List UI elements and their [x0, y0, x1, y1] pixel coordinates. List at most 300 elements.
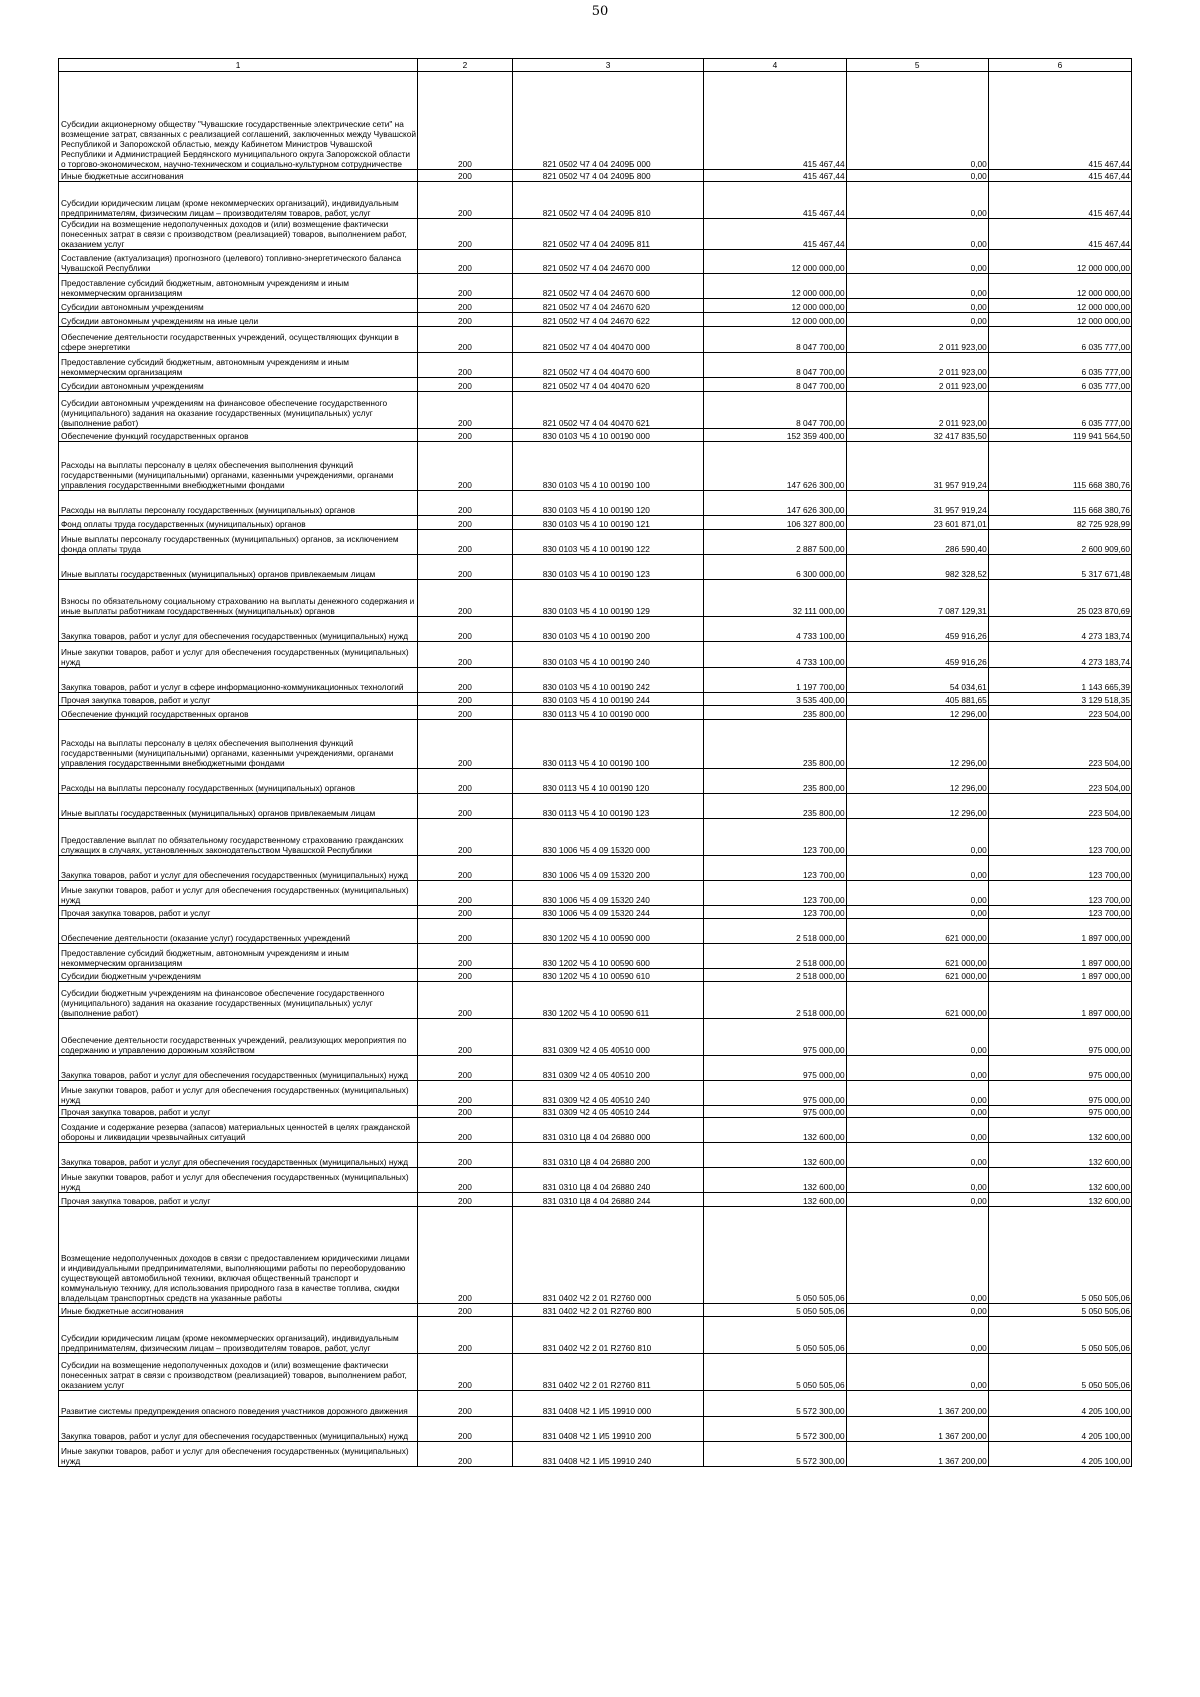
row-line-code: 200 [418, 642, 513, 668]
row-approved-amount: 8 047 700,00 [704, 327, 846, 353]
row-line-code: 200 [418, 72, 513, 170]
row-name: Иные закупки товаров, работ и услуг для обеспечения государственных (муниципальных) нужд [59, 1081, 418, 1106]
row-remaining-amount: 115 668 380,76 [988, 491, 1131, 516]
row-remaining-amount: 25 023 870,69 [988, 580, 1131, 617]
row-remaining-amount: 975 000,00 [988, 1081, 1131, 1106]
row-line-code: 200 [418, 720, 513, 769]
row-remaining-amount: 6 035 777,00 [988, 327, 1131, 353]
row-budget-code: 830 0103 Ч5 4 10 00190 244 [512, 693, 704, 706]
row-executed-amount: 459 916,26 [846, 617, 988, 642]
row-remaining-amount: 132 600,00 [988, 1193, 1131, 1207]
row-line-code: 200 [418, 429, 513, 442]
table-row [59, 353, 1132, 378]
row-name: Расходы на выплаты персоналу государственных (муниципальных) органов [59, 769, 418, 794]
row-line-code: 200 [418, 1207, 513, 1304]
table-row [59, 580, 1132, 617]
row-executed-amount: 0,00 [846, 906, 988, 919]
row-budget-code: 830 0113 Ч5 4 10 00190 000 [512, 706, 704, 720]
row-line-code: 200 [418, 668, 513, 693]
row-name: Иные выплаты государственных (муниципальных) органов привлекаемым лицам [59, 794, 418, 819]
row-line-code: 200 [418, 944, 513, 969]
row-name: Субсидии юридическим лицам (кроме некоммерческих организаций), индивидуальным предпринимателям, физическим лицам – производителям товаров, работ, услуг [59, 1317, 418, 1354]
table-row [59, 274, 1132, 299]
column-header: 4 [704, 59, 846, 72]
row-remaining-amount: 975 000,00 [988, 1019, 1131, 1056]
row-remaining-amount: 415 467,44 [988, 170, 1131, 182]
row-remaining-amount: 1 897 000,00 [988, 982, 1131, 1019]
table-row [59, 794, 1132, 819]
row-budget-code: 821 0502 Ч7 4 04 2409Б 810 [512, 182, 704, 219]
row-line-code: 200 [418, 353, 513, 378]
row-budget-code: 821 0502 Ч7 4 04 2409Б 800 [512, 170, 704, 182]
row-budget-code: 831 0402 Ч2 2 01 R2760 810 [512, 1317, 704, 1354]
row-remaining-amount: 4 205 100,00 [988, 1391, 1131, 1417]
row-budget-code: 830 1202 Ч5 4 10 00590 611 [512, 982, 704, 1019]
table-row [59, 491, 1132, 516]
row-name: Закупка товаров, работ и услуг в сфере информационно-коммуникационных технологий [59, 668, 418, 693]
table-row [59, 693, 1132, 706]
column-header: 3 [512, 59, 704, 72]
table-row [59, 668, 1132, 693]
table-row [59, 906, 1132, 919]
row-budget-code: 821 0502 Ч7 4 04 24670 622 [512, 313, 704, 327]
table-row [59, 969, 1132, 982]
row-name: Прочая закупка товаров, работ и услуг [59, 1106, 418, 1118]
row-approved-amount: 132 600,00 [704, 1143, 846, 1168]
table-row [59, 1442, 1132, 1467]
row-approved-amount: 132 600,00 [704, 1118, 846, 1143]
row-line-code: 200 [418, 906, 513, 919]
row-approved-amount: 4 733 100,00 [704, 642, 846, 668]
row-line-code: 200 [418, 313, 513, 327]
row-remaining-amount: 3 129 518,35 [988, 693, 1131, 706]
row-name: Иные бюджетные ассигнования [59, 1304, 418, 1317]
table-row [59, 429, 1132, 442]
row-budget-code: 830 1202 Ч5 4 10 00590 610 [512, 969, 704, 982]
row-budget-code: 830 1202 Ч5 4 10 00590 000 [512, 919, 704, 944]
table-row [59, 856, 1132, 881]
table-row [59, 1304, 1132, 1317]
row-budget-code: 831 0402 Ч2 2 01 R2760 000 [512, 1207, 704, 1304]
row-executed-amount: 0,00 [846, 819, 988, 856]
row-executed-amount: 2 011 923,00 [846, 327, 988, 353]
row-budget-code: 830 1006 Ч5 4 09 15320 200 [512, 856, 704, 881]
row-approved-amount: 6 300 000,00 [704, 555, 846, 580]
row-remaining-amount: 12 000 000,00 [988, 274, 1131, 299]
row-approved-amount: 123 700,00 [704, 819, 846, 856]
row-executed-amount: 23 601 871,01 [846, 516, 988, 530]
row-name: Взносы по обязательному социальному страхованию на выплаты денежного содержания и иные выплаты работникам государственных (муниципальных) органов [59, 580, 418, 617]
row-executed-amount: 2 011 923,00 [846, 378, 988, 392]
row-budget-code: 830 0103 Ч5 4 10 00190 121 [512, 516, 704, 530]
row-executed-amount: 31 957 919,24 [846, 442, 988, 491]
row-budget-code: 830 0103 Ч5 4 10 00190 240 [512, 642, 704, 668]
row-line-code: 200 [418, 769, 513, 794]
row-remaining-amount: 4 273 183,74 [988, 642, 1131, 668]
table-row [59, 219, 1132, 250]
row-executed-amount: 0,00 [846, 72, 988, 170]
row-executed-amount: 2 011 923,00 [846, 353, 988, 378]
row-name: Субсидии автономным учреждениям на финансовое обеспечение государственного (муниципального) задания на оказание государственных (муниципальных) услуг (выполнение работ) [59, 392, 418, 429]
row-line-code: 200 [418, 442, 513, 491]
table-row [59, 1081, 1132, 1106]
table-row [59, 170, 1132, 182]
row-budget-code: 821 0502 Ч7 4 04 40470 620 [512, 378, 704, 392]
row-remaining-amount: 5 317 671,48 [988, 555, 1131, 580]
row-remaining-amount: 5 050 505,06 [988, 1354, 1131, 1391]
page-number: 50 [591, 4, 609, 19]
row-budget-code: 830 0113 Ч5 4 10 00190 100 [512, 720, 704, 769]
row-remaining-amount: 415 467,44 [988, 219, 1131, 250]
row-executed-amount: 621 000,00 [846, 944, 988, 969]
row-budget-code: 830 1006 Ч5 4 09 15320 240 [512, 881, 704, 906]
row-remaining-amount: 123 700,00 [988, 906, 1131, 919]
row-budget-code: 831 0309 Ч2 4 05 40510 240 [512, 1081, 704, 1106]
row-approved-amount: 8 047 700,00 [704, 392, 846, 429]
row-name: Иные закупки товаров, работ и услуг для обеспечения государственных (муниципальных) нужд [59, 881, 418, 906]
row-line-code: 200 [418, 274, 513, 299]
row-approved-amount: 147 626 300,00 [704, 442, 846, 491]
row-approved-amount: 147 626 300,00 [704, 491, 846, 516]
row-executed-amount: 0,00 [846, 313, 988, 327]
table-row [59, 392, 1132, 429]
row-approved-amount: 975 000,00 [704, 1106, 846, 1118]
row-budget-code: 821 0502 Ч7 4 04 40470 621 [512, 392, 704, 429]
row-approved-amount: 5 050 505,06 [704, 1317, 846, 1354]
row-name: Составление (актуализация) прогнозного (целевого) топливно-энергетического баланса Чувашской Республики [59, 250, 418, 274]
row-name: Иные бюджетные ассигнования [59, 170, 418, 182]
row-line-code: 200 [418, 1317, 513, 1354]
row-budget-code: 830 0103 Ч5 4 10 00190 129 [512, 580, 704, 617]
row-approved-amount: 2 518 000,00 [704, 919, 846, 944]
table-row [59, 327, 1132, 353]
table-row [59, 1193, 1132, 1207]
row-approved-amount: 5 572 300,00 [704, 1442, 846, 1467]
row-name: Субсидии бюджетным учреждениям на финансовое обеспечение государственного (муниципального) задания на оказание государственных (муниципальных) услуг (выполнение работ) [59, 982, 418, 1019]
row-line-code: 200 [418, 881, 513, 906]
row-remaining-amount: 223 504,00 [988, 706, 1131, 720]
table-row [59, 1207, 1132, 1304]
row-name: Расходы на выплаты персоналу государственных (муниципальных) органов [59, 491, 418, 516]
row-name: Иные закупки товаров, работ и услуг для обеспечения государственных (муниципальных) нужд [59, 1442, 418, 1467]
row-budget-code: 821 0502 Ч7 4 04 24670 600 [512, 274, 704, 299]
row-name: Обеспечение деятельности государственных учреждений, осуществляющих функции в сфере энергетики [59, 327, 418, 353]
table-row [59, 1168, 1132, 1193]
row-budget-code: 831 0309 Ч2 4 05 40510 000 [512, 1019, 704, 1056]
row-name: Закупка товаров, работ и услуг для обеспечения государственных (муниципальных) нужд [59, 1056, 418, 1081]
row-name: Предоставление выплат по обязательному государственному страхованию гражданских служащих в случаях, установленных законодательством Чувашской Республики [59, 819, 418, 856]
row-remaining-amount: 6 035 777,00 [988, 392, 1131, 429]
row-name: Обеспечение деятельности государственных учреждений, реализующих мероприятия по содержанию и управлению дорожным хозяйством [59, 1019, 418, 1056]
row-budget-code: 830 0103 Ч5 4 10 00190 242 [512, 668, 704, 693]
table-header-row [59, 59, 1132, 72]
row-approved-amount: 5 050 505,06 [704, 1207, 846, 1304]
row-remaining-amount: 6 035 777,00 [988, 353, 1131, 378]
row-line-code: 200 [418, 1106, 513, 1118]
row-budget-code: 831 0309 Ч2 4 05 40510 244 [512, 1106, 704, 1118]
row-remaining-amount: 415 467,44 [988, 72, 1131, 170]
row-approved-amount: 5 572 300,00 [704, 1391, 846, 1417]
row-approved-amount: 132 600,00 [704, 1168, 846, 1193]
row-executed-amount: 12 296,00 [846, 706, 988, 720]
row-budget-code: 821 0502 Ч7 4 04 2409Б 811 [512, 219, 704, 250]
row-line-code: 200 [418, 1304, 513, 1317]
row-executed-amount: 621 000,00 [846, 969, 988, 982]
table-row [59, 919, 1132, 944]
row-budget-code: 821 0502 Ч7 4 04 40470 000 [512, 327, 704, 353]
row-remaining-amount: 4 205 100,00 [988, 1442, 1131, 1467]
row-executed-amount: 0,00 [846, 182, 988, 219]
row-name: Предоставление субсидий бюджетным, автономным учреждениям и иным некоммерческим организациям [59, 944, 418, 969]
row-budget-code: 830 0113 Ч5 4 10 00190 120 [512, 769, 704, 794]
table-row [59, 299, 1132, 313]
row-approved-amount: 32 111 000,00 [704, 580, 846, 617]
table-row [59, 1391, 1132, 1417]
row-name: Обеспечение функций государственных органов [59, 706, 418, 720]
row-line-code: 200 [418, 170, 513, 182]
row-remaining-amount: 132 600,00 [988, 1143, 1131, 1168]
row-budget-code: 830 0103 Ч5 4 10 00190 123 [512, 555, 704, 580]
row-name: Субсидии акционерному обществу "Чувашские государственные электрические сети" на возмещение затрат, связанных с реализацией соглашений, заключенных между Чувашской Республикой и Запорожской областью, между Кабинетом Министров Чувашской Республики и Администрацией Бердянского муниципального округа Запорожской области о торгово-экономическом, научно-техническом и социально-культурном сотрудничестве [59, 72, 418, 170]
row-executed-amount: 2 011 923,00 [846, 392, 988, 429]
row-budget-code: 830 1006 Ч5 4 09 15320 244 [512, 906, 704, 919]
row-budget-code: 831 0408 Ч2 1 И5 19910 240 [512, 1442, 704, 1467]
row-budget-code: 821 0502 Ч7 4 04 24670 620 [512, 299, 704, 313]
row-remaining-amount: 1 897 000,00 [988, 944, 1131, 969]
row-name: Субсидии юридическим лицам (кроме некоммерческих организаций), индивидуальным предпринимателям, физическим лицам – производителям товаров, работ, услуг [59, 182, 418, 219]
row-executed-amount: 0,00 [846, 881, 988, 906]
row-budget-code: 830 0103 Ч5 4 10 00190 000 [512, 429, 704, 442]
row-executed-amount: 0,00 [846, 1106, 988, 1118]
row-executed-amount: 405 881,65 [846, 693, 988, 706]
row-line-code: 200 [418, 327, 513, 353]
row-approved-amount: 3 535 400,00 [704, 693, 846, 706]
row-remaining-amount: 223 504,00 [988, 769, 1131, 794]
column-header: 1 [59, 59, 418, 72]
row-executed-amount: 0,00 [846, 1207, 988, 1304]
row-executed-amount: 0,00 [846, 1193, 988, 1207]
row-name: Субсидии на возмещение недополученных доходов и (или) возмещение фактически понесенных затрат в связи с производством (реализацией) товаров, выполнением работ, оказанием услуг [59, 219, 418, 250]
row-remaining-amount: 82 725 928,99 [988, 516, 1131, 530]
row-line-code: 200 [418, 617, 513, 642]
row-approved-amount: 975 000,00 [704, 1019, 846, 1056]
row-remaining-amount: 5 050 505,06 [988, 1207, 1131, 1304]
table-row [59, 642, 1132, 668]
row-budget-code: 830 0113 Ч5 4 10 00190 123 [512, 794, 704, 819]
row-budget-code: 831 0408 Ч2 1 И5 19910 200 [512, 1417, 704, 1442]
row-approved-amount: 415 467,44 [704, 219, 846, 250]
table-row [59, 1317, 1132, 1354]
row-line-code: 200 [418, 378, 513, 392]
row-approved-amount: 235 800,00 [704, 794, 846, 819]
row-executed-amount: 32 417 835,50 [846, 429, 988, 442]
row-line-code: 200 [418, 1081, 513, 1106]
row-remaining-amount: 223 504,00 [988, 720, 1131, 769]
row-line-code: 200 [418, 580, 513, 617]
row-approved-amount: 415 467,44 [704, 182, 846, 219]
row-remaining-amount: 12 000 000,00 [988, 299, 1131, 313]
row-approved-amount: 5 572 300,00 [704, 1417, 846, 1442]
row-line-code: 200 [418, 1056, 513, 1081]
row-name: Прочая закупка товаров, работ и услуг [59, 693, 418, 706]
row-name: Закупка товаров, работ и услуг для обеспечения государственных (муниципальных) нужд [59, 1143, 418, 1168]
row-name: Предоставление субсидий бюджетным, автономным учреждениям и иным некоммерческим организациям [59, 353, 418, 378]
row-approved-amount: 2 518 000,00 [704, 982, 846, 1019]
row-remaining-amount: 5 050 505,06 [988, 1304, 1131, 1317]
row-executed-amount: 0,00 [846, 1118, 988, 1143]
row-line-code: 200 [418, 693, 513, 706]
row-name: Развитие системы предупреждения опасного поведения участников дорожного движения [59, 1391, 418, 1417]
row-remaining-amount: 5 050 505,06 [988, 1317, 1131, 1354]
column-header: 2 [418, 59, 513, 72]
row-name: Субсидии автономным учреждениям [59, 378, 418, 392]
row-executed-amount: 0,00 [846, 1019, 988, 1056]
row-executed-amount: 1 367 200,00 [846, 1442, 988, 1467]
row-approved-amount: 123 700,00 [704, 881, 846, 906]
row-remaining-amount: 4 273 183,74 [988, 617, 1131, 642]
row-executed-amount: 1 367 200,00 [846, 1417, 988, 1442]
row-executed-amount: 12 296,00 [846, 720, 988, 769]
row-line-code: 200 [418, 1019, 513, 1056]
row-executed-amount: 0,00 [846, 856, 988, 881]
row-approved-amount: 106 327 800,00 [704, 516, 846, 530]
row-remaining-amount: 1 143 665,39 [988, 668, 1131, 693]
row-line-code: 200 [418, 219, 513, 250]
row-budget-code: 821 0502 Ч7 4 04 40470 600 [512, 353, 704, 378]
table-row [59, 516, 1132, 530]
row-approved-amount: 8 047 700,00 [704, 353, 846, 378]
row-name: Иные выплаты персоналу государственных (муниципальных) органов, за исключением фонда оплаты труда [59, 530, 418, 555]
row-remaining-amount: 119 941 564,50 [988, 429, 1131, 442]
row-remaining-amount: 12 000 000,00 [988, 250, 1131, 274]
row-line-code: 200 [418, 1193, 513, 1207]
row-budget-code: 831 0408 Ч2 1 И5 19910 000 [512, 1391, 704, 1417]
row-approved-amount: 235 800,00 [704, 720, 846, 769]
row-budget-code: 830 0103 Ч5 4 10 00190 120 [512, 491, 704, 516]
row-approved-amount: 132 600,00 [704, 1193, 846, 1207]
table-row [59, 1143, 1132, 1168]
table-row [59, 1354, 1132, 1391]
table-row [59, 819, 1132, 856]
row-budget-code: 831 0310 Ц8 4 04 26880 244 [512, 1193, 704, 1207]
row-approved-amount: 415 467,44 [704, 72, 846, 170]
table-row [59, 720, 1132, 769]
row-budget-code: 821 0502 Ч7 4 04 2409Б 000 [512, 72, 704, 170]
row-executed-amount: 0,00 [846, 1317, 988, 1354]
row-name: Иные закупки товаров, работ и услуг для обеспечения государственных (муниципальных) нужд [59, 642, 418, 668]
row-line-code: 200 [418, 491, 513, 516]
table-row [59, 982, 1132, 1019]
table-row [59, 1417, 1132, 1442]
row-remaining-amount: 115 668 380,76 [988, 442, 1131, 491]
row-approved-amount: 12 000 000,00 [704, 274, 846, 299]
row-executed-amount: 12 296,00 [846, 794, 988, 819]
row-executed-amount: 0,00 [846, 1354, 988, 1391]
row-approved-amount: 1 197 700,00 [704, 668, 846, 693]
row-executed-amount: 0,00 [846, 219, 988, 250]
row-executed-amount: 0,00 [846, 1056, 988, 1081]
row-line-code: 200 [418, 1168, 513, 1193]
row-name: Закупка товаров, работ и услуг для обеспечения государственных (муниципальных) нужд [59, 1417, 418, 1442]
row-remaining-amount: 132 600,00 [988, 1168, 1131, 1193]
row-executed-amount: 621 000,00 [846, 982, 988, 1019]
row-line-code: 200 [418, 1143, 513, 1168]
row-approved-amount: 12 000 000,00 [704, 299, 846, 313]
row-remaining-amount: 123 700,00 [988, 881, 1131, 906]
row-executed-amount: 0,00 [846, 1081, 988, 1106]
row-name: Возмещение недополученных доходов в связи с предоставлением юридическими лицами и индивидуальными предпринимателями, выполняющими работы по переоборудованию существующей автомобильной техники, включая общественный транспорт и коммунальную технику, для использования природного газа в качестве топлива, скидки владельцам транспортных средств на указанные работы [59, 1207, 418, 1304]
table-row [59, 530, 1132, 555]
row-budget-code: 830 1006 Ч5 4 09 15320 000 [512, 819, 704, 856]
row-budget-code: 821 0502 Ч7 4 04 24670 000 [512, 250, 704, 274]
row-budget-code: 831 0310 Ц8 4 04 26880 240 [512, 1168, 704, 1193]
row-line-code: 200 [418, 919, 513, 944]
row-approved-amount: 152 359 400,00 [704, 429, 846, 442]
row-line-code: 200 [418, 969, 513, 982]
row-approved-amount: 975 000,00 [704, 1056, 846, 1081]
row-remaining-amount: 123 700,00 [988, 856, 1131, 881]
row-line-code: 200 [418, 1442, 513, 1467]
row-remaining-amount: 975 000,00 [988, 1056, 1131, 1081]
row-approved-amount: 235 800,00 [704, 706, 846, 720]
row-budget-code: 831 0310 Ц8 4 04 26880 200 [512, 1143, 704, 1168]
row-executed-amount: 459 916,26 [846, 642, 988, 668]
row-remaining-amount: 1 897 000,00 [988, 969, 1131, 982]
row-executed-amount: 54 034,61 [846, 668, 988, 693]
row-name: Субсидии автономным учреждениям на иные цели [59, 313, 418, 327]
row-executed-amount: 982 328,52 [846, 555, 988, 580]
row-remaining-amount: 2 600 909,60 [988, 530, 1131, 555]
table-row [59, 1056, 1132, 1081]
row-approved-amount: 123 700,00 [704, 856, 846, 881]
row-line-code: 200 [418, 794, 513, 819]
row-line-code: 200 [418, 819, 513, 856]
row-executed-amount: 12 296,00 [846, 769, 988, 794]
row-budget-code: 831 0309 Ч2 4 05 40510 200 [512, 1056, 704, 1081]
row-name: Обеспечение деятельности (оказание услуг) государственных учреждений [59, 919, 418, 944]
row-line-code: 200 [418, 1391, 513, 1417]
table-row [59, 1019, 1132, 1056]
row-executed-amount: 0,00 [846, 1143, 988, 1168]
row-budget-code: 831 0402 Ч2 2 01 R2760 800 [512, 1304, 704, 1317]
row-approved-amount: 5 050 505,06 [704, 1304, 846, 1317]
row-executed-amount: 0,00 [846, 170, 988, 182]
row-executed-amount: 0,00 [846, 299, 988, 313]
row-name: Фонд оплаты труда государственных (муниципальных) органов [59, 516, 418, 530]
row-approved-amount: 5 050 505,06 [704, 1354, 846, 1391]
row-name: Субсидии бюджетным учреждениям [59, 969, 418, 982]
row-executed-amount: 7 087 129,31 [846, 580, 988, 617]
row-line-code: 200 [418, 1417, 513, 1442]
row-executed-amount: 621 000,00 [846, 919, 988, 944]
table-row [59, 442, 1132, 491]
row-line-code: 200 [418, 299, 513, 313]
row-name: Прочая закупка товаров, работ и услуг [59, 906, 418, 919]
row-executed-amount: 0,00 [846, 1168, 988, 1193]
table-row [59, 182, 1132, 219]
column-header: 5 [846, 59, 988, 72]
row-approved-amount: 235 800,00 [704, 769, 846, 794]
row-approved-amount: 2 518 000,00 [704, 944, 846, 969]
row-line-code: 200 [418, 706, 513, 720]
row-name: Создание и содержание резерва (запасов) материальных ценностей в целях гражданской обороны и ликвидации чрезвычайных ситуаций [59, 1118, 418, 1143]
table-row [59, 378, 1132, 392]
row-name: Расходы на выплаты персоналу в целях обеспечения выполнения функций государственными (муниципальными) органами, казенными учреждениями, органами управления государственными внебюджетными фондами [59, 442, 418, 491]
row-budget-code: 831 0310 Ц8 4 04 26880 000 [512, 1118, 704, 1143]
row-name: Прочая закупка товаров, работ и услуг [59, 1193, 418, 1207]
row-name: Предоставление субсидий бюджетным, автономным учреждениям и иным некоммерческим организациям [59, 274, 418, 299]
row-name: Закупка товаров, работ и услуг для обеспечения государственных (муниципальных) нужд [59, 856, 418, 881]
